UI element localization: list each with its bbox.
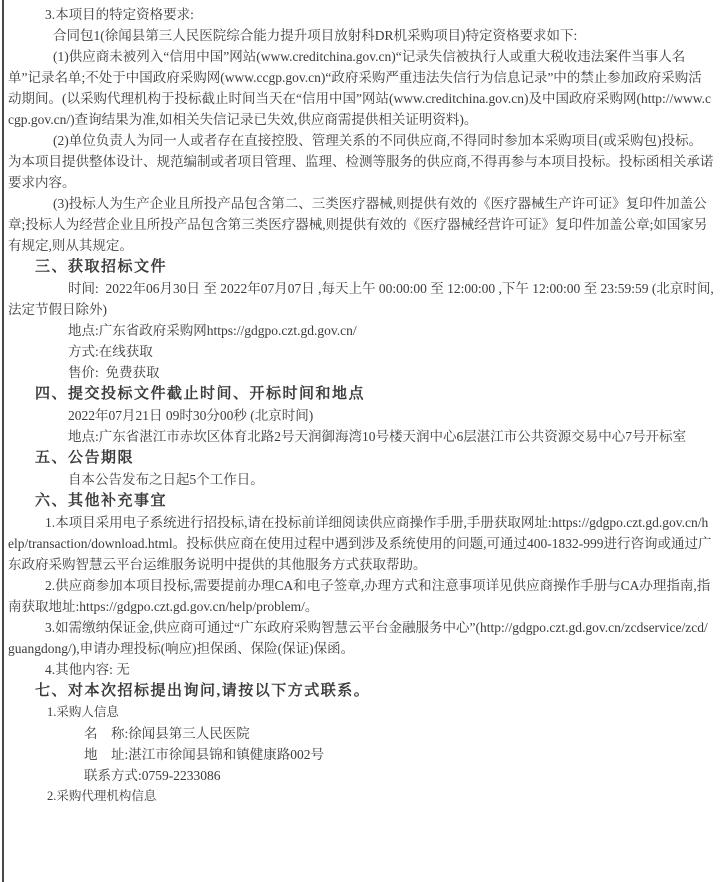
supplement-item-4: 4.其他内容: 无 bbox=[45, 662, 130, 677]
qualification-requirements-title: 3.本项目的特定资格要求: bbox=[45, 7, 194, 22]
section-3-heading: 三、获取招标文件 bbox=[35, 259, 168, 275]
announcement-period: 自本公告发布之日起5个工作日。 bbox=[68, 472, 264, 487]
supplement-item-2: 2.供应商参加本项目投标,需要提前办理CA和电子签章,办理方式和注意事项详见供应商操作手册与CA办理指南,指南获取地址:https://gdgpo.czt.gd.gov.cn/help/problem/。 bbox=[8, 578, 711, 614]
qualification-item-3: (3)投标人为生产企业且所投产品包含第二、三类医疗器械,则提供有效的《医疗器械生产许可证》复印件加盖公章;投标人为经营企业且所投产品包含第三类医疗器械,则提供有效的《医疗器械经营许可证》复印件加盖公章;如国家另有规定,则从其规定。 bbox=[8, 196, 708, 253]
agency-info-label: 2.采购代理机构信息 bbox=[47, 789, 157, 803]
section-6-heading: 六、其他补充事宜 bbox=[35, 493, 168, 509]
purchaser-address: 地 址:湛江市徐闻县锦和镇健康路002号 bbox=[84, 747, 325, 762]
supplement-item-3: 3.如需缴纳保证金,供应商可通过“广东政府采购智慧云平台金融服务中心”(http://gdgpo.czt.gd.gov.cn/zcdservice/zcd/guangdong/),申请办理投标(响应)担保函、保险(保证)保函。 bbox=[8, 620, 708, 656]
page-left-border bbox=[2, 0, 4, 882]
qualification-item-2: (2)单位负责人为同一人或者存在直接控股、管理关系的不同供应商,不得同时参加本采购项目(或采购包)投标。为本项目提供整体设计、规范编制或者项目管理、监理、检测等服务的供应商,不得再参与本项目投标。投标函相关承诺要求内容。 bbox=[8, 133, 714, 190]
section-7-heading: 七、对本次招标提出询问,请按以下方式联系。 bbox=[35, 683, 371, 699]
tender-doc-method: 方式:在线获取 bbox=[68, 344, 153, 359]
purchaser-info-label: 1.采购人信息 bbox=[47, 705, 119, 719]
section-5-heading: 五、公告期限 bbox=[35, 450, 135, 466]
tender-doc-price: 售价: 免费获取 bbox=[68, 365, 160, 380]
purchaser-name: 名 称:徐闻县第三人民医院 bbox=[84, 726, 250, 741]
section-4-heading: 四、提交投标文件截止时间、开标时间和地点 bbox=[35, 386, 366, 402]
contract-package-line: 合同包1(徐闻县第三人民医院综合能力提升项目放射科DR机采购项目)特定资格要求如下: bbox=[53, 28, 578, 43]
tender-doc-location: 地点:广东省政府采购网https://gdgpo.czt.gd.gov.cn/ bbox=[68, 323, 357, 338]
purchaser-contact: 联系方式:0759-2233086 bbox=[84, 768, 221, 783]
qualification-item-1: (1)供应商未被列入“信用中国”网站(www.creditchina.gov.cn)“记录失信被执行人或重大税收违法案件当事人名单”记录名单;不处于中国政府采购网(www.ccgp.gov.cn)“政府采购严重违法失信行为信息记录”中的禁止参加政府采购活动期间。(以采购代理机构于投标截止时间当天在“信用中国”网站(www.creditchina.gov.cn)及中国政府采购网(http://www.ccgp.gov.cn/)查询结果为准,如相关失信记录已失效,供应商需提供相关证明资料)。 bbox=[8, 49, 712, 127]
bid-opening-location: 地点:广东省湛江市赤坎区体育北路2号天润御海湾10号楼天润中心6层湛江市公共资源交易中心7号开标室 bbox=[68, 429, 686, 444]
tender-doc-time: 时间: 2022年06月30日 至 2022年07月07日 ,每天上午 00:00:00 至 12:00:00 ,下午 12:00:00 至 23:59:59 (北京时间,法定节假日除外) bbox=[8, 281, 714, 317]
bid-deadline: 2022年07月21日 09时30分00秒 (北京时间) bbox=[68, 408, 314, 423]
supplement-item-1: 1.本项目采用电子系统进行招投标,请在投标前详细阅读供应商操作手册,手册获取网址:https://gdgpo.czt.gd.gov.cn/help/transaction/download.html。投标供应商在使用过程中遇到涉及系统使用的问题,可通过400-1832-999进行咨询或通过广东政府采购智慧云平台运维服务说明中提供的其他服务方式获取帮助。 bbox=[8, 515, 712, 572]
